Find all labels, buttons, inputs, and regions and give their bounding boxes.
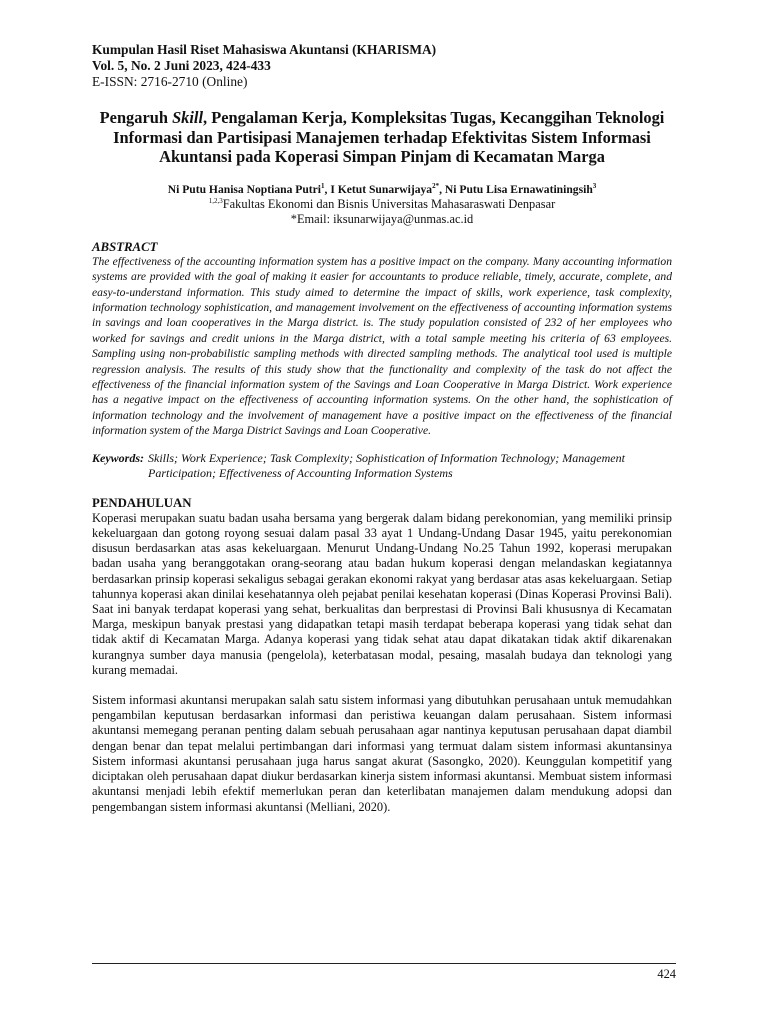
author-separator: ,: [324, 182, 331, 196]
journal-name: Kumpulan Hasil Riset Mahasiswa Akuntansi (KHARISMA): [92, 42, 437, 57]
title-italic-word: Skill: [172, 108, 204, 127]
body-paragraph: Koperasi merupakan suatu badan usaha bersama yang bergerak dalam bidang perekonomian, yang memiliki prinsip kekeluargaan dan gotong royong sesuai dalam pasal 33 ayat 1 Undang-Undang Dasar 1945, yaitu perekonomian disusun berdasarkan atas asas kekeluargaan. Menurut Undang-Undang No.25 Tahun 1992, koperasi merupakan badan usaha yang beranggotakan orang-seorang atau badan hukum koperasi dengan melandaskan kegiatannya berdasarkan prinsip koperasi sekaligus sebagai gerakan ekonomi rakyat yang berdasar atas asas kekeluargaan. Setiap tahunnya koperasi akan dinilai kesehatannya oleh pejabat penilai kesehatan koperasi (Dinas Koperasi Provinsi Bali). Saat ini banyak terdapat koperasi yang sehat, berkualitas dan berprestasi di Provinsi Bali khususnya di Kecamatan Marga, meskipun banyak prestasi yang didapatkan tetapi masih terdapat beberapa koperasi yang tidak sehat dan tidak aktif di Kecamatan Marga. Adanya koperasi yang tidak sehat atau dapat dikatakan tidak aktif dikarenakan kurangnya sumber daya manusia (pengelola), keterbatasan modal, pesaing, masalah budaya dan teknologi yang kurang memadai.: [92, 510, 672, 677]
author-name: Ni Putu Lisa Ernawatiningsih: [444, 182, 593, 196]
author-mark: 1: [321, 181, 325, 190]
author-separator: ,: [439, 182, 445, 196]
body-paragraph: Sistem informasi akuntansi merupakan salah satu sistem informasi yang dibutuhkan perusahaan untuk memudahkan pengambilan keputusan berdasarkan informasi dan peristiwa keuangan dalam perusahaan. Sistem informasi akuntansi memegang peranan penting dalam sebuah perusahaan agar nantinya keputusan perusahaan dapat diambil dengan benar dan tepat melalui pertimbangan dari informasi yang termuat dalam sistem informasi akuntansinya Sistem informasi akuntansi perusahaan juga harus sangat akurat (Sasongko, 2020). Keunggulan kompetitif yang diciptakan oleh perusahaan dapat diukur berdasarkan kinerja sistem informasi akuntansi. Membuat sistem informasi akuntansi menjadi lebih efektif memerlukan peran dan keterlibatan manajemen dalam mendukung adopsi dan pengembangan sistem informasi akuntansi (Melliani, 2020).: [92, 693, 672, 814]
affiliation-text: Fakultas Ekonomi dan Bisnis Universitas Mahasaraswati Denpasar: [222, 196, 556, 211]
journal-volume: Vol. 5, No. 2 Juni 2023, 424-433: [92, 58, 271, 73]
section-heading-introduction: PENDAHULUAN: [92, 495, 192, 510]
keywords: [92, 451, 672, 482]
page-number: 424: [657, 967, 676, 981]
footer-rule: [92, 963, 676, 964]
paper-page: [92, 42, 672, 815]
author-mark: 3: [592, 181, 597, 190]
title-part-1: Pengaruh: [99, 108, 173, 127]
affiliation: [92, 197, 672, 212]
keywords-text: Skills; Work Experience; Task Complexity; Sophistication of Information Technology; Management Participation; Effectiveness of Accounting Information Systems: [148, 450, 625, 481]
keywords-label: Keywords:: [92, 450, 144, 465]
affiliation-mark: 1,2,3: [208, 196, 223, 205]
abstract-heading: ABSTRACT: [92, 239, 158, 254]
journal-header: [92, 42, 672, 90]
abstract-text: The effectiveness of the accounting information system has a positive impact on the company. Many accounting information systems are provided with the goal of making it easier for accountants to produce reliable, timely, accurate, complete, and easy-to-understand information. This study aimed to determine the impact of skills, work experience, task complexity, information technology sophistication, and management involvement on the effectiveness of accounting information systems in savings and loan cooperatives in the Marga district. is. The study population consisted of 232 of her employees who worked for savings and credit unions in the Marga district, with a total sample meeting his criteria of 63 employees. Sampling using non-probabilistic sampling methods with directed sampling methods. The analytical tool used is multiple regression analysis. The results of this study show that the functionality and complexity of the task do not affect the effectiveness of the financial information system of the Savings and Loan Cooperative in Marga District. Work experience has a negative impact on the effectiveness of accounting information systems. On the other hand, the sophistication of information technology and the involvement of management have a positive impact on the effectiveness of the financial information system of the Marga District Savings and Loan Cooperative.: [92, 254, 672, 438]
author-name: Ni Putu Hanisa Noptiana Putri: [167, 182, 322, 196]
corresponding-email: *Email: iksunarwijaya@unmas.ac.id: [290, 211, 474, 226]
author-name: I Ketut Sunarwijaya: [330, 182, 433, 196]
author-list: [92, 183, 672, 197]
title-part-2: , Pengalaman Kerja, Kompleksitas Tugas, Kecanggihan Teknologi Informasi dan Partisipasi Manajemen terhadap Efektivitas Sistem Informasi Akuntansi pada Koperasi Simpan Pinjam di Kecamatan Marga: [113, 108, 665, 167]
article-title: [92, 108, 672, 167]
journal-eissn: E-ISSN: 2716-2710 (Online): [92, 74, 248, 89]
author-mark: 2*: [432, 181, 440, 190]
